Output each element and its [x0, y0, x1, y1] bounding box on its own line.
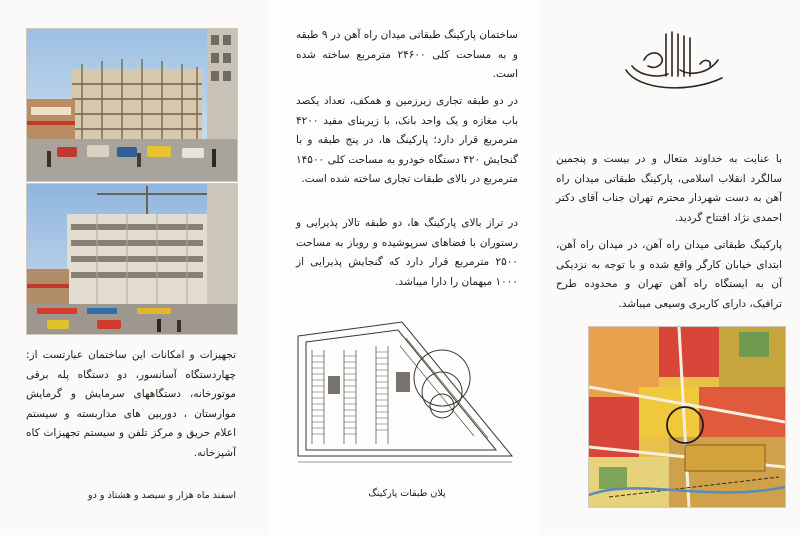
intro-paragraph: ساختمان پارکینگ طبقاتی میدان راه آهن در ۹ طبقه و به مساحت کلی ۲۴۶۰۰ مترمربع ساخته شده است. [296, 29, 518, 80]
location-paragraph: پارکینگ طبقاتی میدان راه آهن، در میدان راه آهن، ابتدای خیابان کارگر واقع شده و با توجه به نزدیکی آن به ایستگاه راه آهن تهران و محدوده طرح ترافیک، دارای کاربری وسیعی میباشد. [556, 239, 782, 310]
construction-photo [26, 28, 238, 182]
opening-paragraph: با عنایت به خداوند متعال و در بیست و پنجمین سالگرد انقلاب اسلامی، پارکینگ طبقاتی میدان راه آهن به دست شهردار محترم تهران جناب آقای دکتر احمدی نژاد افتتاح گردید. [556, 153, 782, 224]
calligraphy-emblem-icon [618, 30, 728, 100]
parking-building-photo [26, 183, 238, 335]
parking-floor-plan [292, 316, 518, 466]
location-map [588, 326, 786, 508]
date-line: اسفند ماه هزار و سیصد و هشتاد و دو [88, 490, 236, 501]
commercial-paragraph: در دو طبقه تجاری زیرزمین و همکف، تعداد یکصد باب مغازه و یک واحد بانک، با زیربنای مفید ۴۲۰۰ مترمربع قرار دارد؛ پارکینگ ها، در پنج طبقه و با گنجایش ۴۲۰ دستگاه خودرو به مساحت کلی ۱۴۵۰۰ مترمربع در بالای طبقات تجاری ساخته شده است. [296, 95, 519, 185]
features-paragraph: تجهیزات و امکانات این ساختمان عبارتست از: چهاردستگاه آسانسور، دو دستگاه پله برقی موتورخانه، دستگاههای سرمایش و گرمایش موارستان ، دوربین های مداربسته و سیستم اعلام حریق و مرکز تلفن و سیستم تجهیزات کاه آشپزخانه. [26, 349, 236, 459]
middle-panel [268, 0, 538, 535]
left-panel [0, 0, 268, 535]
right-panel [538, 0, 800, 535]
plan-caption: پلان طبقات پارکینگ [368, 488, 446, 499]
restaurant-paragraph: در تراز بالای پارکینگ ها، دو طبقه تالار پذیرایی و رستوران با فضاهای سرپوشیده و روباز به مساحت ۲۵۰۰ مترمربع قرار دارد که گنجایش پذیرایی از ۱۰۰۰ میهمان را دارا میباشد. [296, 217, 518, 288]
